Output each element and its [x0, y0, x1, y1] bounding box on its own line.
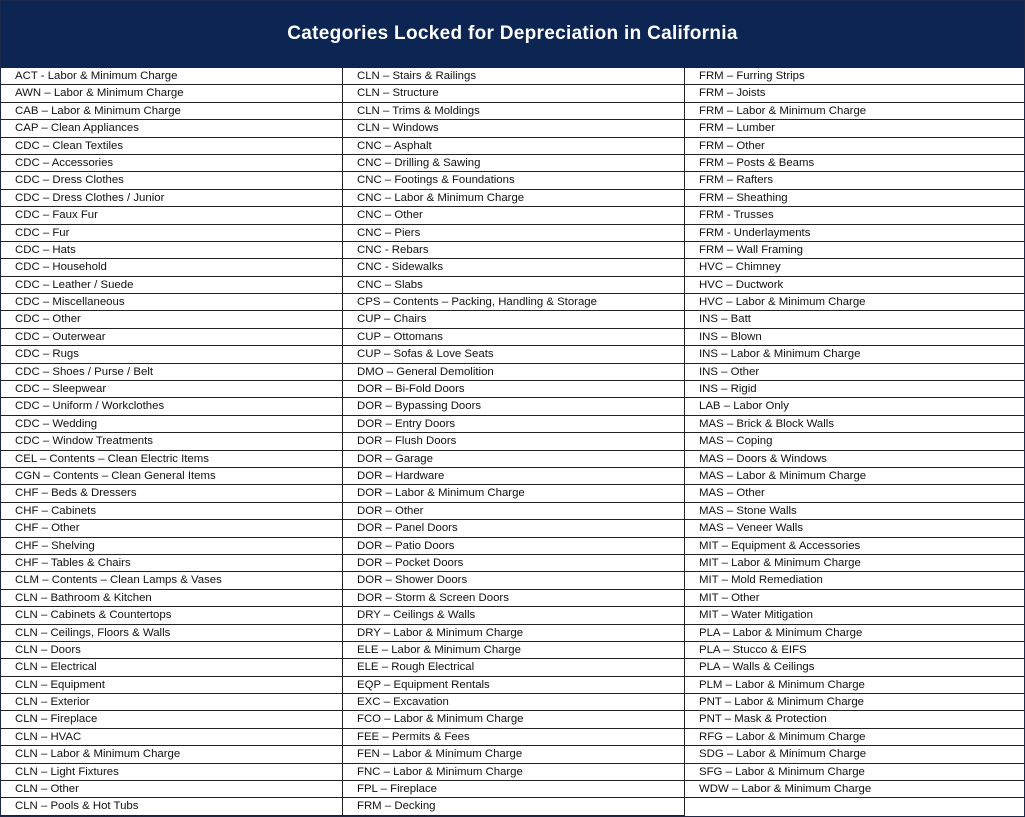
table-cell: MAS – Labor & Minimum Charge: [685, 468, 1024, 485]
table-cell: CLN – Labor & Minimum Charge: [1, 746, 342, 763]
table-cell: FRM – Labor & Minimum Charge: [685, 103, 1024, 120]
column-2: [342, 67, 684, 816]
table-cell: CUP – Chairs: [343, 311, 684, 328]
table-cell: DRY – Labor & Minimum Charge: [343, 625, 684, 642]
table-cell: CDC – Outerwear: [1, 329, 342, 346]
table-cell: CDC – Accessories: [1, 155, 342, 172]
table-cell: CAB – Labor & Minimum Charge: [1, 103, 342, 120]
table-cell: FRM – Posts & Beams: [685, 155, 1024, 172]
table-cell: ELE – Rough Electrical: [343, 659, 684, 676]
table-cell: FRM – Furring Strips: [685, 67, 1024, 85]
table-cell: CGN – Contents – Clean General Items: [1, 468, 342, 485]
table-cell: CHF – Cabinets: [1, 503, 342, 520]
table-cell: CDC – Dress Clothes: [1, 172, 342, 189]
table-cell: CLN – Exterior: [1, 694, 342, 711]
table-cell: EXC – Excavation: [343, 694, 684, 711]
table-cell: CPS – Contents – Packing, Handling & Storage: [343, 294, 684, 311]
table-cell: CLN – Other: [1, 781, 342, 798]
table-cell: PLA – Stucco & EIFS: [685, 642, 1024, 659]
table-cell: CHF – Other: [1, 520, 342, 537]
table-cell: DOR – Shower Doors: [343, 572, 684, 589]
table-cell: EQP – Equipment Rentals: [343, 677, 684, 694]
table-cell: CNC - Rebars: [343, 242, 684, 259]
table-cell: CNC – Drilling & Sawing: [343, 155, 684, 172]
table-cell: DOR – Patio Doors: [343, 538, 684, 555]
table-cell: FRM – Lumber: [685, 120, 1024, 137]
table-cell: CNC – Other: [343, 207, 684, 224]
table-grid: [1, 67, 1024, 816]
table-cell: HVC – Chimney: [685, 259, 1024, 276]
table-cell: FRM – Decking: [343, 798, 684, 815]
table-cell: FRM – Sheathing: [685, 190, 1024, 207]
empty-cell: [685, 798, 1024, 814]
table-cell: DOR – Pocket Doors: [343, 555, 684, 572]
table-cell: CDC – Hats: [1, 242, 342, 259]
table-cell: CLN – Pools & Hot Tubs: [1, 798, 342, 815]
table-cell: CLN – Equipment: [1, 677, 342, 694]
column-1: [1, 67, 342, 816]
table-cell: CLN – Electrical: [1, 659, 342, 676]
table-cell: CAP – Clean Appliances: [1, 120, 342, 137]
table-cell: INS – Labor & Minimum Charge: [685, 346, 1024, 363]
table-cell: DOR – Garage: [343, 451, 684, 468]
table-cell: CHF – Shelving: [1, 538, 342, 555]
table-cell: INS – Rigid: [685, 381, 1024, 398]
table-cell: DOR – Panel Doors: [343, 520, 684, 537]
table-cell: DOR – Flush Doors: [343, 433, 684, 450]
table-cell: CEL – Contents – Clean Electric Items: [1, 451, 342, 468]
table-cell: CUP – Ottomans: [343, 329, 684, 346]
table-cell: DOR – Other: [343, 503, 684, 520]
table-cell: CLM – Contents – Clean Lamps & Vases: [1, 572, 342, 589]
table-cell: AWN – Labor & Minimum Charge: [1, 85, 342, 102]
table-cell: RFG – Labor & Minimum Charge: [685, 729, 1024, 746]
table-cell: FRM - Trusses: [685, 207, 1024, 224]
table-cell: FRM – Rafters: [685, 172, 1024, 189]
table-cell: ACT - Labor & Minimum Charge: [1, 67, 342, 85]
table-cell: FPL – Fireplace: [343, 781, 684, 798]
table-cell: CDC – Rugs: [1, 346, 342, 363]
table-cell: HVC – Ductwork: [685, 277, 1024, 294]
table-cell: MIT – Water Mitigation: [685, 607, 1024, 624]
table-cell: PLA – Labor & Minimum Charge: [685, 625, 1024, 642]
table-title: Categories Locked for Depreciation in California: [1, 1, 1024, 67]
table-cell: CDC – Window Treatments: [1, 433, 342, 450]
table-cell: FEN – Labor & Minimum Charge: [343, 746, 684, 763]
table-cell: LAB – Labor Only: [685, 398, 1024, 415]
table-cell: SDG – Labor & Minimum Charge: [685, 746, 1024, 763]
table-cell: DOR – Storm & Screen Doors: [343, 590, 684, 607]
table-cell: CDC – Household: [1, 259, 342, 276]
table-cell: CLN – HVAC: [1, 729, 342, 746]
table-cell: WDW – Labor & Minimum Charge: [685, 781, 1024, 798]
table-cell: CLN – Fireplace: [1, 711, 342, 728]
table-cell: CNC – Labor & Minimum Charge: [343, 190, 684, 207]
table-cell: MAS – Doors & Windows: [685, 451, 1024, 468]
table-cell: MAS – Stone Walls: [685, 503, 1024, 520]
table-cell: MAS – Other: [685, 485, 1024, 502]
table-cell: PLA – Walls & Ceilings: [685, 659, 1024, 676]
table-cell: CUP – Sofas & Love Seats: [343, 346, 684, 363]
table-cell: FNC – Labor & Minimum Charge: [343, 764, 684, 781]
table-cell: CDC – Sleepwear: [1, 381, 342, 398]
table-cell: INS – Other: [685, 364, 1024, 381]
table-cell: FRM – Wall Framing: [685, 242, 1024, 259]
table-cell: CNC – Asphalt: [343, 138, 684, 155]
table-cell: CDC – Leather / Suede: [1, 277, 342, 294]
table-cell: CDC – Shoes / Purse / Belt: [1, 364, 342, 381]
table-cell: CDC – Dress Clothes / Junior: [1, 190, 342, 207]
table-cell: MAS – Brick & Block Walls: [685, 416, 1024, 433]
table-cell: CLN – Trims & Moldings: [343, 103, 684, 120]
table-cell: DRY – Ceilings & Walls: [343, 607, 684, 624]
table-cell: FRM – Joists: [685, 85, 1024, 102]
table-cell: CHF – Beds & Dressers: [1, 485, 342, 502]
table-cell: DOR – Entry Doors: [343, 416, 684, 433]
table-cell: CDC – Other: [1, 311, 342, 328]
table-cell: FRM – Other: [685, 138, 1024, 155]
table-cell: CLN – Stairs & Railings: [343, 67, 684, 85]
table-cell: FEE – Permits & Fees: [343, 729, 684, 746]
table-cell: CLN – Windows: [343, 120, 684, 137]
table-cell: CHF – Tables & Chairs: [1, 555, 342, 572]
table-cell: ELE – Labor & Minimum Charge: [343, 642, 684, 659]
table-cell: CNC – Footings & Foundations: [343, 172, 684, 189]
table-cell: CLN – Doors: [1, 642, 342, 659]
table-cell: CDC – Clean Textiles: [1, 138, 342, 155]
table-cell: MAS – Veneer Walls: [685, 520, 1024, 537]
table-cell: FRM - Underlayments: [685, 225, 1024, 242]
table-cell: MAS – Coping: [685, 433, 1024, 450]
table-cell: DOR – Bi-Fold Doors: [343, 381, 684, 398]
table-cell: MIT – Other: [685, 590, 1024, 607]
table-cell: MIT – Mold Remediation: [685, 572, 1024, 589]
table-cell: HVC – Labor & Minimum Charge: [685, 294, 1024, 311]
table-cell: CNC – Slabs: [343, 277, 684, 294]
table-cell: CLN – Cabinets & Countertops: [1, 607, 342, 624]
table-cell: DOR – Labor & Minimum Charge: [343, 485, 684, 502]
table-cell: CNC - Sidewalks: [343, 259, 684, 276]
table-cell: DOR – Hardware: [343, 468, 684, 485]
column-3: [684, 67, 1024, 816]
table-cell: MIT – Equipment & Accessories: [685, 538, 1024, 555]
table-cell: CLN – Bathroom & Kitchen: [1, 590, 342, 607]
table-cell: SFG – Labor & Minimum Charge: [685, 764, 1024, 781]
table-cell: DMO – General Demolition: [343, 364, 684, 381]
table-cell: INS – Blown: [685, 329, 1024, 346]
table-cell: DOR – Bypassing Doors: [343, 398, 684, 415]
table-cell: MIT – Labor & Minimum Charge: [685, 555, 1024, 572]
table-cell: CLN – Light Fixtures: [1, 764, 342, 781]
table-cell: FCO – Labor & Minimum Charge: [343, 711, 684, 728]
table-cell: CDC – Faux Fur: [1, 207, 342, 224]
table-cell: PNT – Labor & Minimum Charge: [685, 694, 1024, 711]
table-cell: CDC – Fur: [1, 225, 342, 242]
table-cell: CDC – Uniform / Workclothes: [1, 398, 342, 415]
table-cell: CDC – Miscellaneous: [1, 294, 342, 311]
table-cell: PNT – Mask & Protection: [685, 711, 1024, 728]
table-cell: PLM – Labor & Minimum Charge: [685, 677, 1024, 694]
table-cell: INS – Batt: [685, 311, 1024, 328]
table-cell: CLN – Structure: [343, 85, 684, 102]
table-cell: CLN – Ceilings, Floors & Walls: [1, 625, 342, 642]
table-cell: CDC – Wedding: [1, 416, 342, 433]
table-cell: CNC – Piers: [343, 225, 684, 242]
